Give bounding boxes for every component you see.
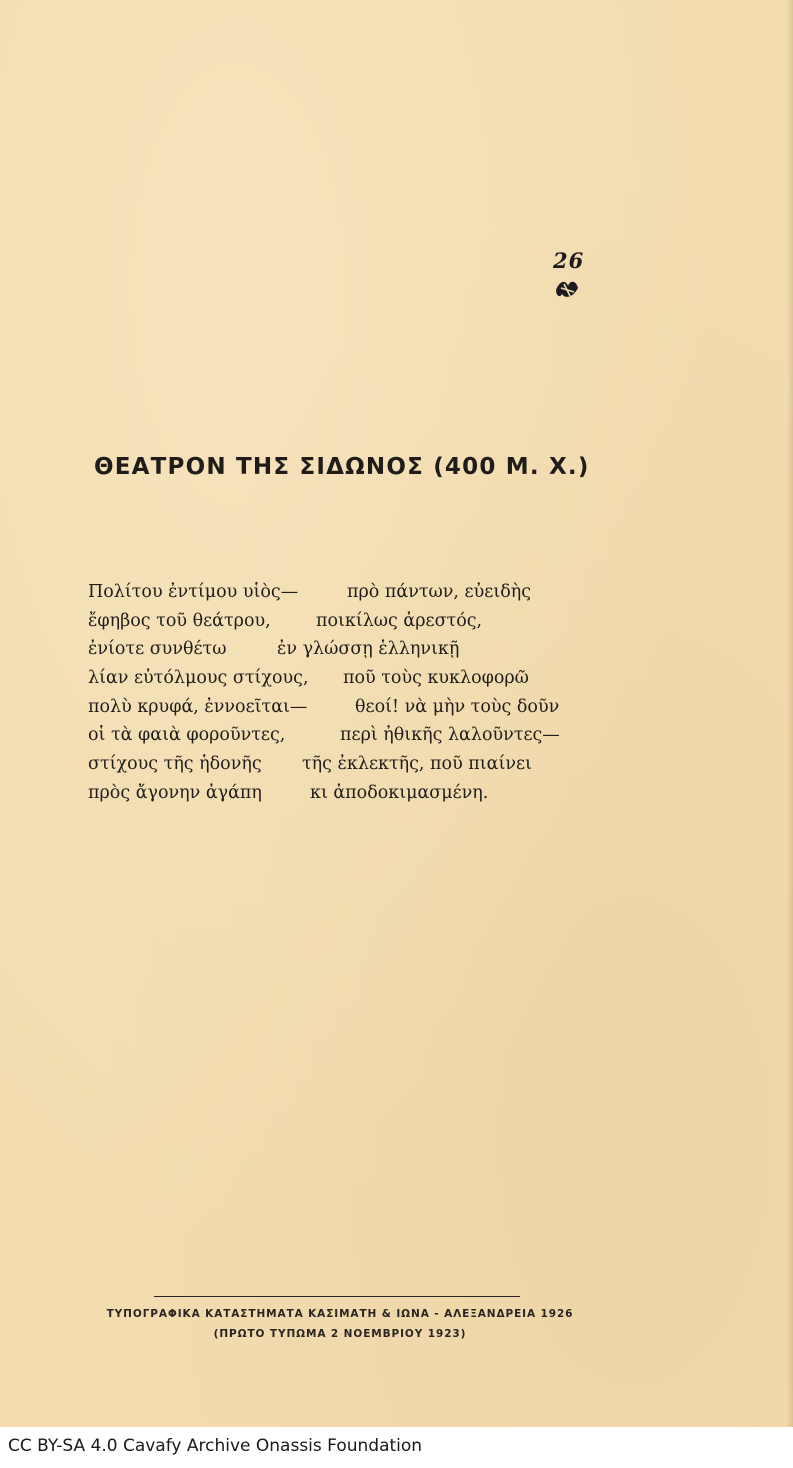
poem-line-second-hemistich: περὶ ἠθικῆς λαλοῦντες— [340, 725, 560, 746]
poem-line-second-hemistich: πρὸ πάντων, εὐειδὴς [347, 582, 532, 602]
poem-line [88, 697, 608, 726]
poem-line [88, 668, 608, 697]
poem-line [88, 783, 608, 812]
poem-line [88, 639, 608, 668]
poem-line-first-hemistich: ἐνίοτε συνθέτω [88, 639, 227, 660]
poem-line-second-hemistich: θεοί! νὰ μὴν τοὺς δοῦν [355, 696, 560, 717]
poem-line-second-hemistich: τῆς ἐκλεκτῆς, ποῦ πιαίνει [302, 754, 532, 775]
poem-line-first-hemistich: λίαν εὐτόλμους στίχους, [88, 668, 309, 689]
poem-line-second-hemistich: ποῦ τοὺς κυκλοφορῶ [343, 668, 529, 689]
page-edge-shadow [787, 0, 793, 1427]
poem-line [88, 754, 608, 783]
poem-line-first-hemistich: ἔφηβος τοῦ θεάτρου, [88, 610, 271, 631]
poem-line [88, 582, 608, 611]
poem-body [88, 582, 608, 812]
poem-line [88, 611, 608, 640]
poem-title: ΘΕΑΤΡΟΝ ΤΗΣ ΣΙΔΩΝΟΣ (400 Μ. Χ.) [94, 454, 590, 480]
poem-line-second-hemistich: κι ἀποδοκιμασμένη. [310, 782, 489, 803]
poem-line-first-hemistich: πολὺ κρυφά, ἐννοεῖται— [88, 696, 308, 717]
handwritten-annotation [548, 248, 588, 308]
handwritten-page-number: 26 [553, 248, 585, 273]
license-credit: CC BY-SA 4.0 Cavafy Archive Onassis Foundation [8, 1436, 423, 1456]
poem-line-first-hemistich: Πολίτου ἐντίμου υἱὸς— [88, 582, 299, 602]
poem-line-first-hemistich: πρὸς ἄγονην ἀγάπη [88, 782, 262, 803]
poem-line-first-hemistich: οἱ τὰ φαιὰ φοροῦντες, [88, 725, 286, 746]
poem-line-second-hemistich: ἐν γλώσσῃ ἑλληνικῇ [277, 639, 460, 660]
poem-line-second-hemistich: ποικίλως ἀρεστός, [316, 610, 483, 631]
poem-line-first-hemistich: στίχους τῆς ἡδονῆς [88, 754, 262, 775]
poem-line [88, 725, 608, 754]
colophon-divider [154, 1296, 520, 1297]
colophon-printer-line: ΤΥΠΟΓΡΑΦΙΚΑ ΚΑΤΑΣΤΗΜΑΤΑ ΚΑΣΙΜΑΤΗ & ΙΩΝΑ - ΑΛΕΞΑΝΔΡΕΙΑ 1926 [106, 1308, 574, 1320]
colophon-first-printing-line: (ΠΡΩΤΟ ΤΥΠΩΜΑ 2 ΝΟΕΜΒΡΙΟΥ 1923) [213, 1328, 467, 1340]
handwritten-flourish-icon [552, 276, 582, 302]
